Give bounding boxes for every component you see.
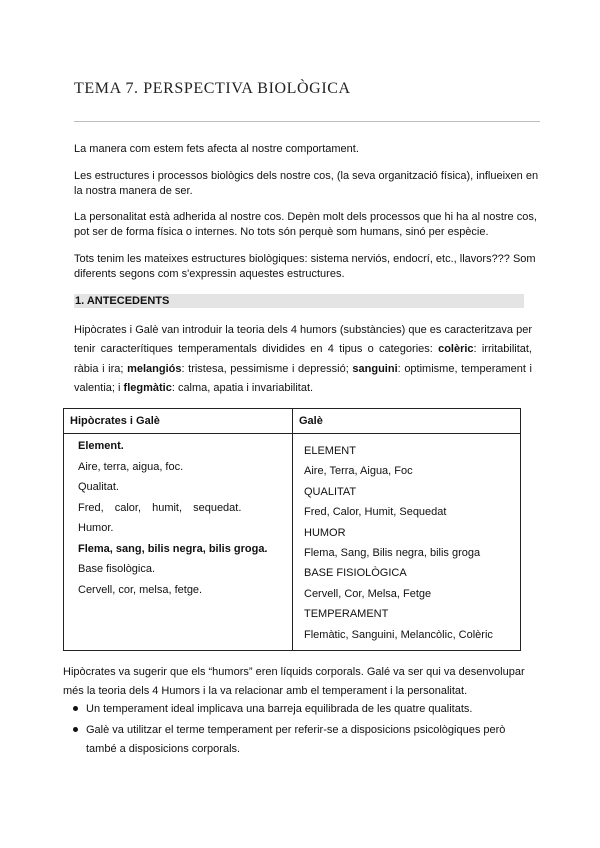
- paragraph-1: La manera com estem fets afecta al nostre comportament.: [74, 143, 359, 155]
- list-item: [63, 700, 533, 719]
- right-line: QUALITAT: [304, 485, 357, 498]
- bullet-list: [63, 700, 533, 759]
- bullet-dot-icon: [73, 727, 78, 732]
- list-item-text: Galè va utilitzar el terme temperament per referir-se a disposicions psicològiques però també a disposicions corporals.: [86, 724, 506, 755]
- paragraph-2: Les estructures i processos biològics dels nostre cos, (la seva organització física), influeixen en la nostra manera de ser.: [74, 170, 539, 197]
- paragraph-3: La personalitat està adherida al nostre cos. Depèn molt dels processos que hi ha al nostre cos, pot ser de forma física o internes. No tots són perquè som humans, sinó per espècie.: [74, 211, 537, 238]
- antecedents-paragraph: [74, 321, 532, 399]
- right-line: BASE FISIOLÒGICA: [304, 567, 407, 580]
- keyword-coleric: colèric: [438, 343, 474, 356]
- left-line: Element.: [78, 440, 124, 452]
- right-line: HUMOR: [304, 526, 346, 539]
- left-line: Flema, sang, bilis negra, bilis groga.: [78, 542, 268, 555]
- title-divider: [74, 121, 540, 122]
- right-line: ELEMENT: [304, 445, 356, 457]
- right-line: TEMPERAMENT: [304, 608, 389, 621]
- right-line: Fred, Calor, Humit, Sequedat: [304, 506, 447, 519]
- paragraph-4: Tots tenim les mateixes estructures biològiques: sistema nerviós, endocrí, etc., llavors??? Som diferents segons com s'expressin aquestes estructures.: [74, 253, 536, 280]
- intro-text-2: : irritabilitat, ràbia i ira;: [74, 343, 532, 375]
- list-item-text: Un temperament ideal implicava una barreja equilibrada de les quatre qualitats.: [86, 703, 473, 715]
- after-table-paragraph: Hipòcrates va sugerir que els “humors” eren líquids corporals. Galé va ser qui va desenvolupar més la teoria dels 4 Humors i la va relacionar amb el temperament i la personalitat.: [63, 666, 525, 697]
- intro-text-5: : calma, apatia i invariabilitat.: [171, 382, 314, 395]
- right-line: Cervell, Cor, Melsa, Fetge: [304, 587, 432, 600]
- left-line: Cervell, cor, melsa, fetge.: [78, 583, 203, 596]
- right-line: Flema, Sang, Bilis negra, bilis groga: [304, 546, 481, 559]
- bullet-dot-icon: [73, 706, 78, 711]
- left-line: Fred, calor, humit, sequedat.: [78, 501, 242, 514]
- table-cell-right: [293, 434, 521, 651]
- table-cell-left: [64, 434, 293, 651]
- left-line: Aire, terra, aigua, foc.: [78, 460, 184, 473]
- list-item: [63, 721, 533, 759]
- table-body-row: [64, 434, 521, 651]
- page-title: TEMA 7. PERSPECTIVA BIOLÒGICA: [74, 80, 351, 97]
- right-line: Flemàtic, Sanguini, Melancòlic, Colèric: [304, 628, 493, 641]
- left-line: Humor.: [78, 522, 114, 534]
- keyword-melangios: melangiós: [127, 362, 182, 375]
- table-header-row: [64, 409, 521, 434]
- keyword-sanguini: sanguini: [352, 362, 398, 375]
- section-heading-antecedents: 1. ANTECEDENTS: [74, 294, 524, 308]
- left-line: Base fisològica.: [78, 563, 156, 575]
- humors-table: [63, 408, 521, 651]
- right-line: Aire, Terra, Aigua, Foc: [304, 465, 413, 478]
- table-header-gale: Galè: [293, 409, 521, 434]
- left-line: Qualitat.: [78, 481, 119, 493]
- intro-text-1: Hipòcrates i Galè van introduir la teoria dels 4 humors (substàncies) que es caracteritzava per tenir caracterítiques temperamentals dividides en 4 tipus o categories:: [74, 324, 532, 356]
- intro-text-3: : tristesa, pessimisme i depressió;: [181, 362, 353, 375]
- table-header-hipocrates-gale: Hipòcrates i Galè: [64, 409, 293, 434]
- keyword-flegmatic: flegmàtic: [123, 382, 172, 395]
- intro-text-4: : optimisme, temperament i valentia; i: [74, 362, 532, 395]
